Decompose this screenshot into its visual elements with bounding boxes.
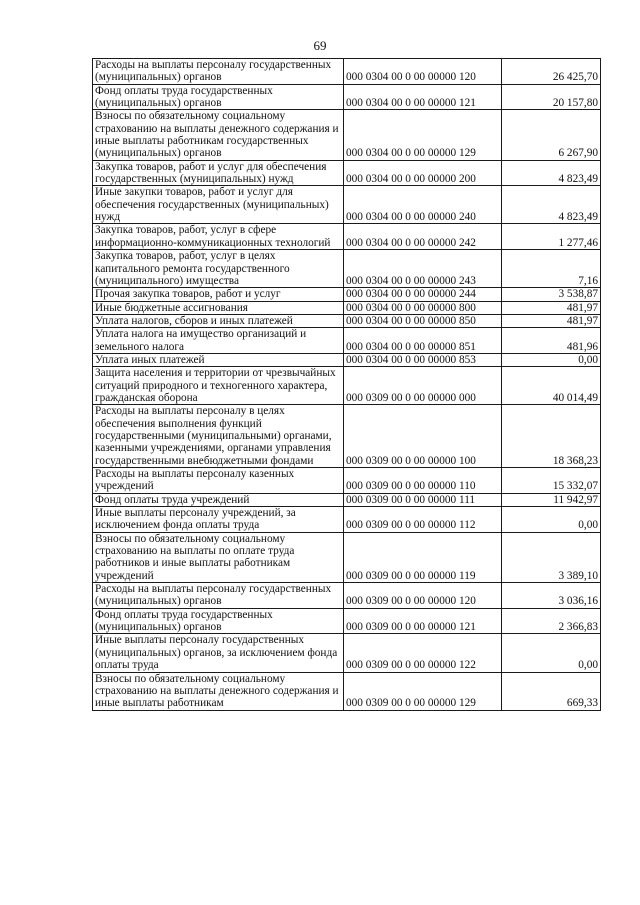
row-amount: 481,97 bbox=[502, 314, 601, 327]
row-name: Защита населения и территории от чрезвычайных ситуаций природного и техногенного характера, гражданская оборона bbox=[93, 367, 344, 405]
row-amount: 15 332,07 bbox=[502, 468, 601, 494]
row-amount: 4 823,49 bbox=[502, 160, 601, 186]
row-amount: 481,97 bbox=[502, 301, 601, 314]
table-row bbox=[93, 367, 601, 405]
row-code: 000 0309 00 0 00 00000 122 bbox=[344, 634, 502, 672]
row-code: 000 0304 00 0 00 00000 851 bbox=[344, 328, 502, 354]
row-code: 000 0304 00 0 00 00000 853 bbox=[344, 353, 502, 366]
row-amount: 26 425,70 bbox=[502, 59, 601, 85]
row-name: Расходы на выплаты персоналу в целях обеспечения выполнения функций государственными (муниципальными) органами, казенными учреждениями, органами управления государственными внебюджетными фондами bbox=[93, 405, 344, 468]
row-code: 000 0304 00 0 00 00000 240 bbox=[344, 186, 502, 224]
table-row bbox=[93, 84, 601, 110]
table-row bbox=[93, 507, 601, 533]
row-amount: 3 538,87 bbox=[502, 288, 601, 301]
table-row bbox=[93, 301, 601, 314]
row-code: 000 0309 00 0 00 00000 110 bbox=[344, 468, 502, 494]
row-name: Уплата налогов, сборов и иных платежей bbox=[93, 314, 344, 327]
budget-table-body bbox=[93, 59, 601, 711]
row-name: Фонд оплаты труда учреждений bbox=[93, 493, 344, 506]
table-row bbox=[93, 314, 601, 327]
row-amount: 20 157,80 bbox=[502, 84, 601, 110]
row-code: 000 0309 00 0 00 00000 111 bbox=[344, 493, 502, 506]
row-name: Расходы на выплаты персоналу государственных (муниципальных) органов bbox=[93, 59, 344, 85]
row-amount: 0,00 bbox=[502, 353, 601, 366]
row-code: 000 0304 00 0 00 00000 243 bbox=[344, 250, 502, 288]
row-amount: 481,96 bbox=[502, 328, 601, 354]
table-row bbox=[93, 110, 601, 160]
row-name: Закупка товаров, работ, услуг в целях капитального ремонта государственного (муниципального) имущества bbox=[93, 250, 344, 288]
table-row bbox=[93, 186, 601, 224]
row-code: 000 0304 00 0 00 00000 244 bbox=[344, 288, 502, 301]
row-name: Прочая закупка товаров, работ и услуг bbox=[93, 288, 344, 301]
row-amount: 0,00 bbox=[502, 634, 601, 672]
row-name: Иные выплаты персоналу учреждений, за исключением фонда оплаты труда bbox=[93, 507, 344, 533]
table-row bbox=[93, 250, 601, 288]
row-amount: 40 014,49 bbox=[502, 367, 601, 405]
table-row bbox=[93, 328, 601, 354]
row-name: Фонд оплаты труда государственных (муниципальных) органов bbox=[93, 84, 344, 110]
table-row bbox=[93, 288, 601, 301]
table-row bbox=[93, 634, 601, 672]
table-row bbox=[93, 672, 601, 710]
row-code: 000 0309 00 0 00 00000 000 bbox=[344, 367, 502, 405]
budget-table bbox=[92, 58, 601, 711]
row-amount: 7,16 bbox=[502, 250, 601, 288]
table-row bbox=[93, 160, 601, 186]
row-code: 000 0304 00 0 00 00000 200 bbox=[344, 160, 502, 186]
row-amount: 6 267,90 bbox=[502, 110, 601, 160]
row-name: Закупка товаров, работ и услуг для обеспечения государственных (муниципальных) нужд bbox=[93, 160, 344, 186]
row-name: Взносы по обязательному социальному страхованию на выплаты по оплате труда работников и иные выплаты работникам учреждений bbox=[93, 532, 344, 582]
row-code: 000 0309 00 0 00 00000 129 bbox=[344, 672, 502, 710]
table-row bbox=[93, 353, 601, 366]
table-row bbox=[93, 224, 601, 250]
row-amount: 4 823,49 bbox=[502, 186, 601, 224]
row-name: Закупка товаров, работ, услуг в сфере информационно-коммуникационных технологий bbox=[93, 224, 344, 250]
row-name: Уплата иных платежей bbox=[93, 353, 344, 366]
row-code: 000 0309 00 0 00 00000 121 bbox=[344, 608, 502, 634]
row-code: 000 0304 00 0 00 00000 121 bbox=[344, 84, 502, 110]
row-name: Иные закупки товаров, работ и услуг для обеспечения государственных (муниципальных) нужд bbox=[93, 186, 344, 224]
row-code: 000 0304 00 0 00 00000 242 bbox=[344, 224, 502, 250]
table-row bbox=[93, 493, 601, 506]
row-amount: 1 277,46 bbox=[502, 224, 601, 250]
row-amount: 3 036,16 bbox=[502, 583, 601, 609]
row-name: Расходы на выплаты персоналу казенных учреждений bbox=[93, 468, 344, 494]
row-name: Уплата налога на имущество организаций и земельного налога bbox=[93, 328, 344, 354]
row-name: Иные бюджетные ассигнования bbox=[93, 301, 344, 314]
row-code: 000 0309 00 0 00 00000 119 bbox=[344, 532, 502, 582]
table-row bbox=[93, 532, 601, 582]
row-amount: 669,33 bbox=[502, 672, 601, 710]
table-row bbox=[93, 405, 601, 468]
row-amount: 11 942,97 bbox=[502, 493, 601, 506]
row-name: Взносы по обязательному социальному страхованию на выплаты денежного содержания и иные выплаты работникам государственных (муниципальных) органов bbox=[93, 110, 344, 160]
row-code: 000 0304 00 0 00 00000 800 bbox=[344, 301, 502, 314]
row-code: 000 0309 00 0 00 00000 100 bbox=[344, 405, 502, 468]
row-code: 000 0304 00 0 00 00000 129 bbox=[344, 110, 502, 160]
row-name: Взносы по обязательному социальному страхованию на выплаты денежного содержания и иные выплаты работникам bbox=[93, 672, 344, 710]
row-code: 000 0304 00 0 00 00000 850 bbox=[344, 314, 502, 327]
row-amount: 0,00 bbox=[502, 507, 601, 533]
row-amount: 3 389,10 bbox=[502, 532, 601, 582]
table-row bbox=[93, 583, 601, 609]
row-code: 000 0309 00 0 00 00000 120 bbox=[344, 583, 502, 609]
row-amount: 18 368,23 bbox=[502, 405, 601, 468]
row-code: 000 0304 00 0 00 00000 120 bbox=[344, 59, 502, 85]
row-name: Иные выплаты персоналу государственных (муниципальных) органов, за исключением фонда оплаты труда bbox=[93, 634, 344, 672]
page-number: 69 bbox=[313, 38, 327, 53]
table-row bbox=[93, 59, 601, 85]
row-code: 000 0309 00 0 00 00000 112 bbox=[344, 507, 502, 533]
row-name: Расходы на выплаты персоналу государственных (муниципальных) органов bbox=[93, 583, 344, 609]
table-row bbox=[93, 468, 601, 494]
row-amount: 2 366,83 bbox=[502, 608, 601, 634]
table-row bbox=[93, 608, 601, 634]
row-name: Фонд оплаты труда государственных (муниципальных) органов bbox=[93, 608, 344, 634]
